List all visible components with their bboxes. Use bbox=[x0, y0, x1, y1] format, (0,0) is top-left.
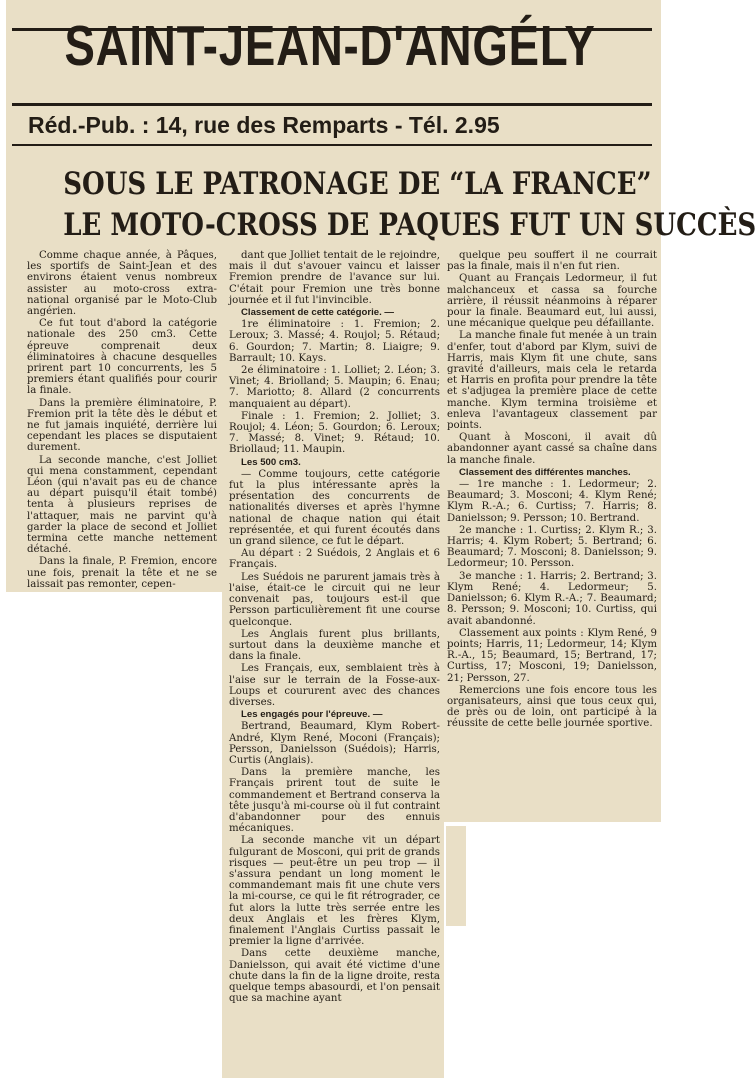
paragraph: La seconde manche vit un départ fulgurant de Mosconi, qui prit de grands risques — peut-être un peu trop — il s'assura pendant un long moment le commandemant mais fit une chute vers la mi-course, ce qui le fit rétrograder, ce fut alors la lutte très serrée entre les deux Anglais et les frères Klym, finalement l'Anglais Curtiss passait le premier la ligne d'arrivée. bbox=[229, 835, 440, 948]
paragraph: Dans la première éliminatoire, P. Fremion prit la tête dès le début et ne fut jamais inquiété, derrière lui cependant les places se disputaient durement. bbox=[27, 397, 217, 454]
paragraph: Dans la finale, P. Fremion, encore une fois, prenait la tête et ne se laissait pas remonter, cepen- bbox=[27, 556, 217, 590]
paragraph: 2e manche : 1. Curtiss; 2. Klym R.; 3. Harris; 4. Klym Robert; 5. Bertrand; 6. Beaumard; 7. Mosconi; 8. Danielsson; 9. Ledormeur; 10. Persson. bbox=[447, 524, 657, 570]
section-heading: Les 500 cm3. bbox=[241, 456, 301, 468]
paragraph: Bertrand, Beaumard, Klym Robert-André, Klym René, Moconi (Français); Persson, Danielsson (Suédois); Harris, Curtis (Anglais). bbox=[229, 721, 440, 766]
paragraph: 2e éliminatoire : 1. Lolliet; 2. Léon; 3. Vinet; 4. Briolland; 5. Maupin; 6. Enau; 7. Mariotto; 8. Allard (2 concurrents manquaient au départ). bbox=[229, 365, 440, 410]
article-column-3 bbox=[447, 250, 657, 731]
section-heading: Classement de cette catégorie. — bbox=[241, 307, 395, 319]
paragraph: Dans la première manche, les Français prirent tout de suite le commandement et Bertrand conserva la tête jusqu'à mi-course où il fut contraint d'abandonner pour des ennuis mécaniques. bbox=[229, 767, 440, 835]
headline-line-2: LE MOTO-CROSS DE PAQUES FUT UN SUCCÈS bbox=[63, 207, 756, 243]
paragraph: Finale : 1. Fremion; 2. Jolliet; 3. Roujol; 4. Léon; 5. Gourdon; 6. Leroux; 7. Massé; 8. Vinet; 9. Rétaud; 10. Briollaud; 11. Maupin. bbox=[229, 410, 440, 456]
paragraph: Ce fut tout d'abord la catégorie nationale des 250 cm3. Cette épreuve comprenait deux éliminatoires à chacune desquelles prirent part 10 concurrents, les 5 premiers étant qualifiés pour courir la finale. bbox=[27, 318, 217, 397]
paragraph: dant que Jolliet tentait de le rejoindre, mais il dut s'avouer vaincu et laisser Fremion prendre de l'avance sur lui. C'était pour Fremion une très bonne journée et il fut l'invincible. bbox=[229, 250, 440, 306]
masthead-rule-bottom bbox=[12, 103, 652, 106]
section-heading: Classement des différentes manches. bbox=[459, 466, 631, 478]
article-column-2 bbox=[229, 250, 440, 1005]
paragraph: Quant au Français Ledormeur, il fut malchanceux et cassa sa fourche arrière, il réussit néanmoins à réparer pour la finale. Beaumard eut, lui aussi, une mécanique quelque peu défaillante. bbox=[447, 273, 657, 330]
paragraph: Quant à Mosconi, il avait dû abandonner ayant cassé sa chaîne dans la manche finale. bbox=[447, 432, 657, 466]
paragraph: 3e manche : 1. Harris; 2. Bertrand; 3. Klym René; 4. Ledormeur; 5. Danielsson; 6. Klym R.-A.; 7. Beaumard; 8. Persson; 9. Mosconi; 10. Curtiss, qui avait abandonné. bbox=[447, 570, 657, 627]
paragraph: 1re éliminatoire : 1. Fremion; 2. Leroux; 3. Massé; 4. Roujol; 5. Rétaud; 6. Gourdon; 7. Martin; 8. Liaigre; 9. Barrault; 10. Kays. bbox=[229, 319, 440, 364]
paragraph: Les Français, eux, semblaient très à l'aise sur le terrain de la Fosse-aux-Loups et coururent avec des chances diverses. bbox=[229, 663, 440, 708]
masthead-title: SAINT-JEAN-D'ANGÉLY bbox=[64, 14, 596, 78]
paragraph: Classement aux points : Klym René, 9 points; Harris, 11; Ledormeur, 14; Klym R.-A., 15; Beaumard, 15; Bertrand, 17; Curtiss, 17; Mosconi, 19; Danielsson, 21; Persson, 27. bbox=[447, 627, 657, 684]
paragraph: La seconde manche, c'est Jolliet qui mena constamment, cependant Léon (qui n'avait pas eu de chance au départ puisqu'il était tombé) tenta à plusieurs reprises de l'attaquer, mais ne parvint qu'à garder la place de second et Jolliet termina cette manche nettement détaché. bbox=[27, 454, 217, 556]
paragraph: — Comme toujours, cette catégorie fut la plus intéressante après la présentation des concurrents de nationalités diverses et après l'hymne national de chaque nation qui était représentée, et qui furent écoutés dans un grand silence, ce fut le départ. bbox=[229, 468, 440, 548]
section-heading: Les engagés pour l'épreuve. — bbox=[241, 709, 383, 721]
masthead-subtitle: Réd.-Pub. : 14, rue des Remparts - Tél. 2.95 bbox=[28, 112, 500, 138]
paragraph: — 1re manche : 1. Ledormeur; 2. Beaumard; 3. Mosconi; 4. Klym René; Klym R.-A.; 6. Curtiss; 7. Harris; 8. Danielsson; 9. Persson; 10. Bertrand. bbox=[447, 479, 657, 524]
paragraph: Les Anglais furent plus brillants, surtout dans la deuxième manche et dans la finale. bbox=[229, 628, 440, 663]
masthead-rule-under-subtitle bbox=[12, 144, 652, 146]
paragraph: Les Suédois ne parurent jamais très à l'aise, était-ce le circuit qui ne leur convenait pas, toujours est-il que Persson particulièrement fit une course quelconque. bbox=[229, 571, 440, 628]
paragraph: Au départ : 2 Suédois, 2 Anglais et 6 Français. bbox=[229, 548, 440, 571]
article-column-1 bbox=[27, 250, 217, 591]
headline-line-1: SOUS LE PATRONAGE DE “LA FRANCE” bbox=[63, 166, 652, 202]
newspaper-clipping-fragment bbox=[446, 826, 466, 926]
paragraph: quelque peu souffert il ne courrait pas la finale, mais il n'en fut rien. bbox=[447, 250, 657, 273]
paragraph: Comme chaque année, à Pâques, les sportifs de Saint-Jean et des environs étaient venus nombreux assister au moto-cross extra-national organisé par le Moto-Club angérien. bbox=[27, 250, 217, 318]
paragraph: La manche finale fut menée à un train d'enfer, tout d'abord par Klym, suivi de Harris, mais Klym fit une chute, sans gravité d'ailleurs, mais cela le retarda et Harris en profita pour prendre la tête et s'adjugea la première place de cette manche. Klym termina troisième et enleva l'avantageux classement par points. bbox=[447, 330, 657, 432]
paragraph: Dans cette deuxième manche, Danielsson, qui avait été victime d'une chute dans la fin de la ligne droite, resta quelque temps abasourdi, et l'on pensait que sa machine ayant bbox=[229, 948, 440, 1005]
paragraph: Remercions une fois encore tous les organisateurs, ainsi que tous ceux qui, de près ou de loin, ont participé à la réussite de cette belle journée sportive. bbox=[447, 684, 657, 730]
